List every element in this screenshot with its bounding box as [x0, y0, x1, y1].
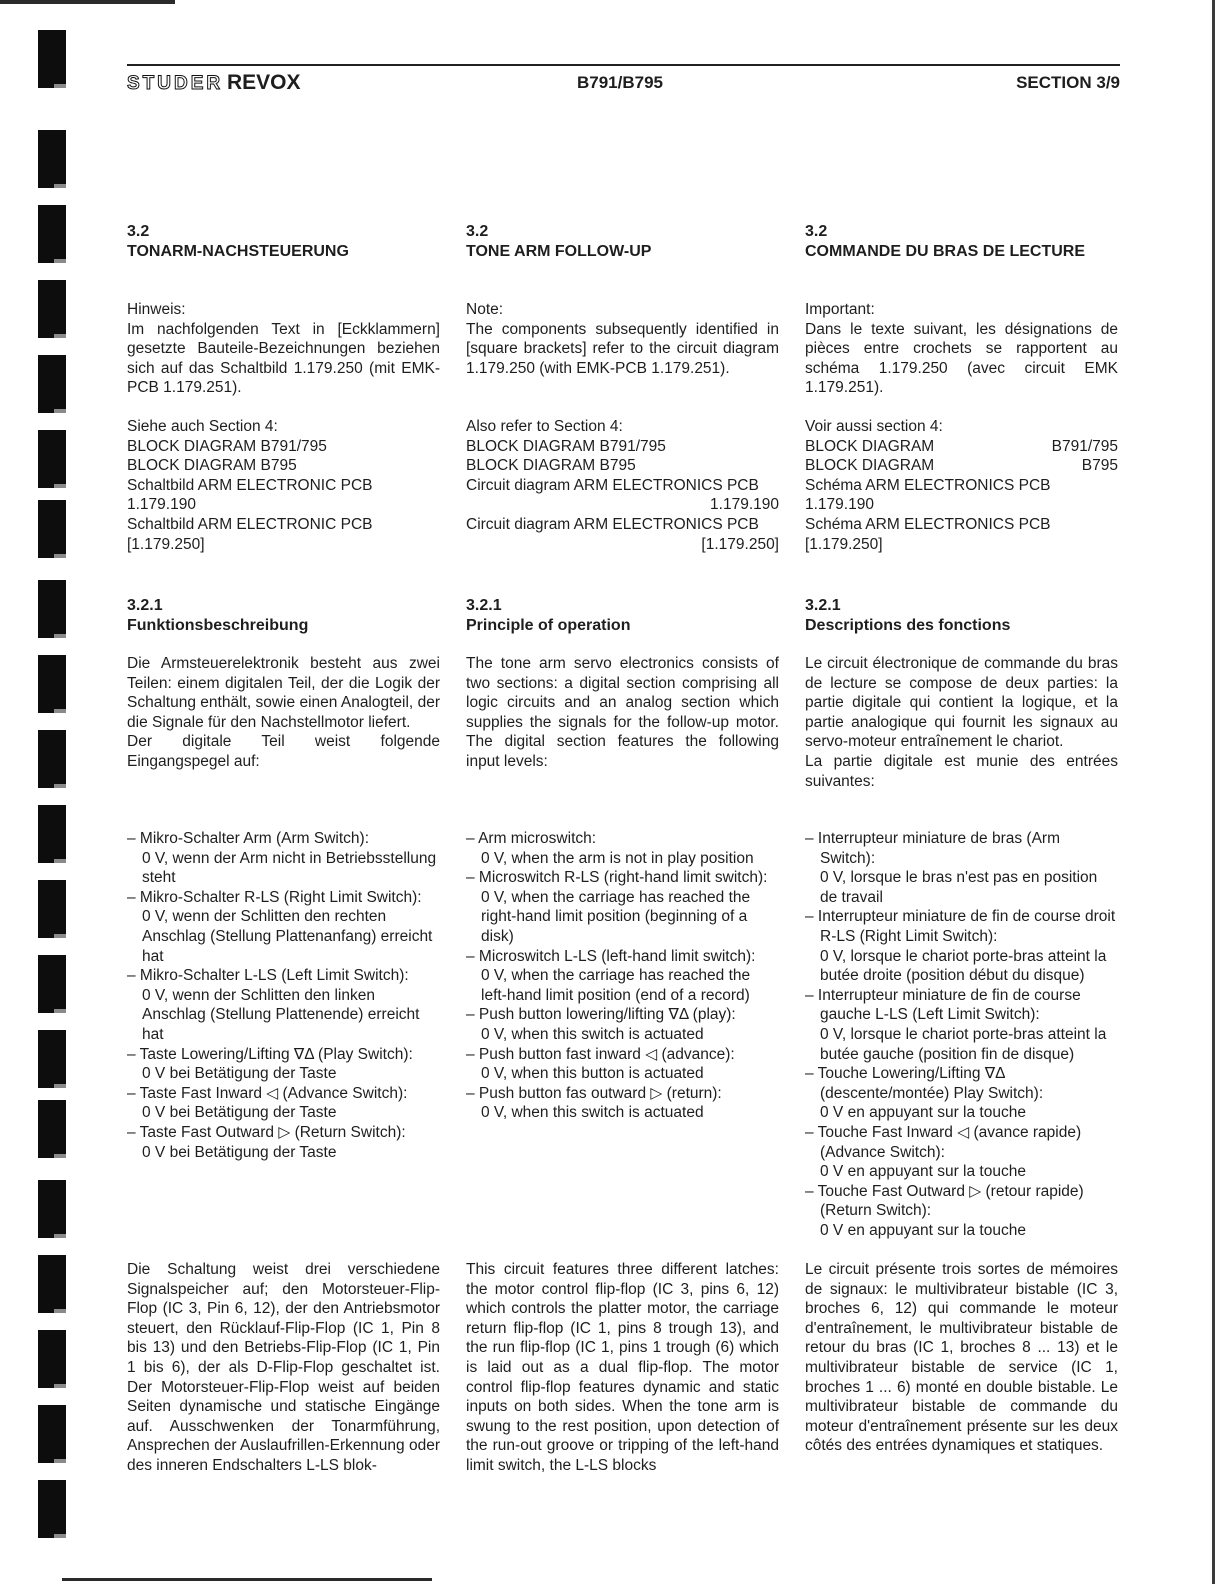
list-item-detail: 0 V, wenn der Schlitten den rechten Anschlag (Stellung Plattenanfang) erreicht hat [142, 908, 433, 965]
binding-mark [38, 580, 66, 638]
binding-mark [38, 655, 66, 713]
binding-mark [38, 1405, 66, 1463]
list-item: – Touche Fast Outward ▷ (retour rapide) (Return Switch): [805, 1182, 1084, 1220]
latch-paragraph: This circuit features three different latches: the motor control flip-flop (IC 3, pins 6, 12) which controls the platter motor, the carriage return flip-flop (IC 1, pins 8 trough 13), and the run flip-flop (IC 1, pins 1 trough (6) which is laid out as a dual flip-flop. The motor control flip-flop features dynamic and static inputs on both sides. When the tone arm is swung to the rest position, upon detection of the run-out groove or tripping of the left-hand limit switch, the L-LS blocks [466, 1261, 779, 1474]
list-item-detail: 0 V, wenn der Schlitten den linken Anschlag (Stellung Plattenende) erreicht hat [142, 986, 420, 1043]
reference-list: Voir aussi section 4: BLOCK DIAGRAM B791/795 BLOCK DIAGRAM B795 Schéma ARM ELECTRONICS PCB 1.179.190 Schéma ARM ELECTRONICS PCB [1.179.250] [805, 418, 1118, 553]
list-item: – Interrupteur miniature de bras (Arm Switch): [805, 830, 1060, 867]
list-item: – Taste Lowering/Lifting ∇Δ (Play Switch): [127, 1045, 413, 1063]
binding-mark [38, 1030, 66, 1088]
binding-mark [38, 280, 66, 338]
list-item: – Mikro-Schalter L-LS (Left Limit Switch): [127, 967, 409, 985]
heading-3-2: 3.2 COMMANDE DU BRAS DE LECTURE [805, 223, 1085, 260]
binding-mark [38, 955, 66, 1013]
list-item-detail: 0 V en appuyant sur la touche [820, 1221, 1026, 1239]
binding-mark [38, 430, 66, 488]
note-block: Note: The components subsequently identified in [square brackets] refer to the circuit diagram 1.179.250 (with EMK-PCB 1.179.251). [466, 301, 779, 377]
reference-row: BLOCK DIAGRAM B791/795 [805, 437, 1118, 455]
binding-marks [0, 0, 80, 1584]
intro-paragraph: The tone arm servo electronics consists of two sections: a digital section comprising all logic circuits and an analog section which supplies the signals for the follow-up motor. The digital section features the following input levels: [466, 655, 779, 770]
binding-mark [38, 355, 66, 413]
list-item: – Touche Fast Inward ◁ (avance rapide) (Advance Switch): [805, 1123, 1082, 1161]
list-item: – Interrupteur miniature de fin de course droit R-LS (Right Limit Switch): [805, 908, 1116, 945]
list-item-detail: 0 V, lorsque le bras n'est pas en position de travail [820, 869, 1098, 906]
reference-row: BLOCK DIAGRAM B795 [805, 457, 1118, 475]
list-item-detail: 0 V, wenn der Arm nicht in Betriebsstellung steht [142, 849, 437, 887]
binding-mark [38, 205, 66, 263]
note-block: Important: Dans le texte suivant, les désignations de pièces entre crochets se rapportent au schéma 1.179.250 (avec circuit EMK 1.179.251). [805, 301, 1118, 397]
list-item: – Mikro-Schalter Arm (Arm Switch): [127, 830, 370, 847]
binding-mark [38, 30, 66, 88]
list-item-detail: 0 V bei Betätigung der Taste [142, 1104, 337, 1122]
binding-mark [38, 1180, 66, 1238]
note-block: Hinweis: Im nachfolgenden Text in [Eckklammern] gesetzte Bauteile-Bezeichnungen beziehen sich auf das Schaltbild 1.179.250 (mit EMK-PCB 1.179.251). [127, 301, 440, 397]
list-item-detail: 0 V, when this switch is actuated [481, 1025, 704, 1043]
input-level-list [466, 829, 779, 1123]
page-header [127, 64, 1120, 100]
latch-paragraph: Die Schaltung weist drei verschiedene Signalspeicher auf; den Motorsteuer-Flip-Flop (IC 3, Pin 6, 12), der den Antriebsmotor steuert, den Rücklauf-Flip-Flop (IC 1, Pin 8 bis 13) und den Betriebs-Flip-Flop (IC 1, Pin 1 bis 6), der als D-Flip-Flop geschaltet ist. Der Motorsteuer-Flip-Flop weist auf beiden Seiten dynamische und statische Eingänge auf. Ausschwenken der Tonarmführung, Ansprechen der Auslaufrillen-Erkennung oder des inneren Endschalters L-LS blok- [127, 1261, 440, 1474]
list-item-detail: 0 V bei Betätigung der Taste [142, 1143, 337, 1161]
heading-3-2: 3.2 TONARM-NACHSTEUERUNG [127, 223, 349, 260]
binding-mark [38, 1100, 66, 1158]
list-item-detail: 0 V, when the carriage has reached the right-hand limit position (beginning of a disk) [481, 888, 751, 945]
list-item-detail: 0 V, when this switch is actuated [481, 1104, 704, 1122]
list-item: – Interrupteur miniature de fin de course gauche L-LS (Left Limit Switch): [805, 986, 1081, 1024]
list-item: – Taste Fast Inward ◁ (Advance Switch): [127, 1084, 408, 1102]
binding-mark [38, 880, 66, 938]
list-item-detail: 0 V en appuyant sur la touche [820, 1163, 1026, 1181]
binding-mark [38, 500, 66, 558]
scan-edge-bottom [62, 1578, 432, 1581]
reference-list: Siehe auch Section 4: BLOCK DIAGRAM B791/795 BLOCK DIAGRAM B795 Schaltbild ARM ELECTRONIC PCB 1.179.190 Schaltbild ARM ELECTRONIC PCB [1.179.250] [127, 418, 373, 553]
binding-mark [38, 730, 66, 788]
input-level-list [127, 829, 440, 1162]
list-item: – Touche Lowering/Lifting ∇Δ (descente/montée) Play Switch): [805, 1065, 1044, 1102]
list-item: – Microswitch L-LS (left-hand limit switch): [466, 947, 756, 965]
binding-mark [38, 130, 66, 188]
section-number: SECTION 3/9 [1016, 73, 1120, 92]
list-item: – Push button fas outward ▷ (return): [466, 1084, 722, 1102]
scan-edge-right [1212, 0, 1215, 1584]
studer-logo: STUDER [127, 73, 224, 94]
list-item: – Push button lowering/lifting ∇Δ (play): [466, 1006, 736, 1024]
input-level-list [805, 829, 1118, 1240]
list-item-detail: 0 V, when the arm is not in play position [481, 849, 754, 867]
list-item-detail: 0 V, when this button is actuated [481, 1065, 704, 1083]
revox-logo: REVOX [227, 71, 301, 94]
header-rule [127, 64, 1120, 66]
reference-list: Also refer to Section 4: BLOCK DIAGRAM B791/795 BLOCK DIAGRAM B795 Circuit diagram ARM ELECTRONICS PCB 1.179.190 Circuit diagram ARM ELECTRONICS PCB [1.179.250] [466, 418, 779, 553]
binding-mark [38, 805, 66, 863]
binding-mark [38, 1255, 66, 1313]
heading-3-2-1: 3.2.1 Principle of operation [466, 597, 631, 634]
heading-3-2-1: 3.2.1 Descriptions des fonctions [805, 597, 1011, 634]
list-item: – Mikro-Schalter R-LS (Right Limit Switch): [127, 888, 422, 906]
list-item: – Taste Fast Outward ▷ (Return Switch): [127, 1123, 406, 1141]
list-item: – Push button fast inward ◁ (advance): [466, 1045, 735, 1063]
intro-paragraph: Le circuit électronique de commande du bras de lecture se compose de deux parties: la partie digitale qui contient la logique, et la partie analogique qui fournit les signaux au servo-moteur entraînement le chariot. La partie digitale est munie des entrées suivantes: [805, 655, 1118, 790]
latch-paragraph: Le circuit présente trois sortes de mémoires de signaux: le multivibrateur bistable (IC 3, broches 6, 12) qui commande le moteur d'entraînement, le multivibrateur bistable de retour du bras (IC 1, broches 8 ... 13) et le multivibrateur bistable de service (IC 1, broches 1 ... 6) monté en double bistable. Le multivibrateur bistable de commande du moteur d'entraînement présente sur les deux côtés des entrées dynamiques et statiques. [805, 1261, 1118, 1455]
intro-paragraph: Die Armsteuerelektronik besteht aus zwei Teilen: einem digitalen Teil, der die Logik der Schaltung enthält, sowie einen Analogteil, der die Signale für den Nachstellmotor liefert. Der digitale Teil weist folgende Eingangspegel auf: [127, 655, 440, 770]
heading-3-2: 3.2 TONE ARM FOLLOW-UP [466, 223, 652, 260]
list-item: – Arm microswitch: [466, 830, 597, 847]
binding-mark [38, 1480, 66, 1538]
list-item-detail: 0 V bei Betätigung der Taste [142, 1065, 337, 1083]
list-item-detail: 0 V, lorsque le chariot porte-bras atteint la butée gauche (position fin de disque) [820, 1025, 1107, 1063]
binding-mark [38, 1330, 66, 1388]
list-item: – Microswitch R-LS (right-hand limit switch): [466, 869, 768, 887]
list-item-detail: 0 V, lorsque le chariot porte-bras atteint la butée droite (position début du disque) [820, 947, 1107, 985]
model-number: B791/B795 [577, 73, 664, 92]
heading-3-2-1: 3.2.1 Funktionsbeschreibung [127, 597, 309, 634]
list-item-detail: 0 V, when the carriage has reached the left-hand limit position (end of a record) [481, 967, 751, 1004]
list-item-detail: 0 V en appuyant sur la touche [820, 1104, 1026, 1122]
